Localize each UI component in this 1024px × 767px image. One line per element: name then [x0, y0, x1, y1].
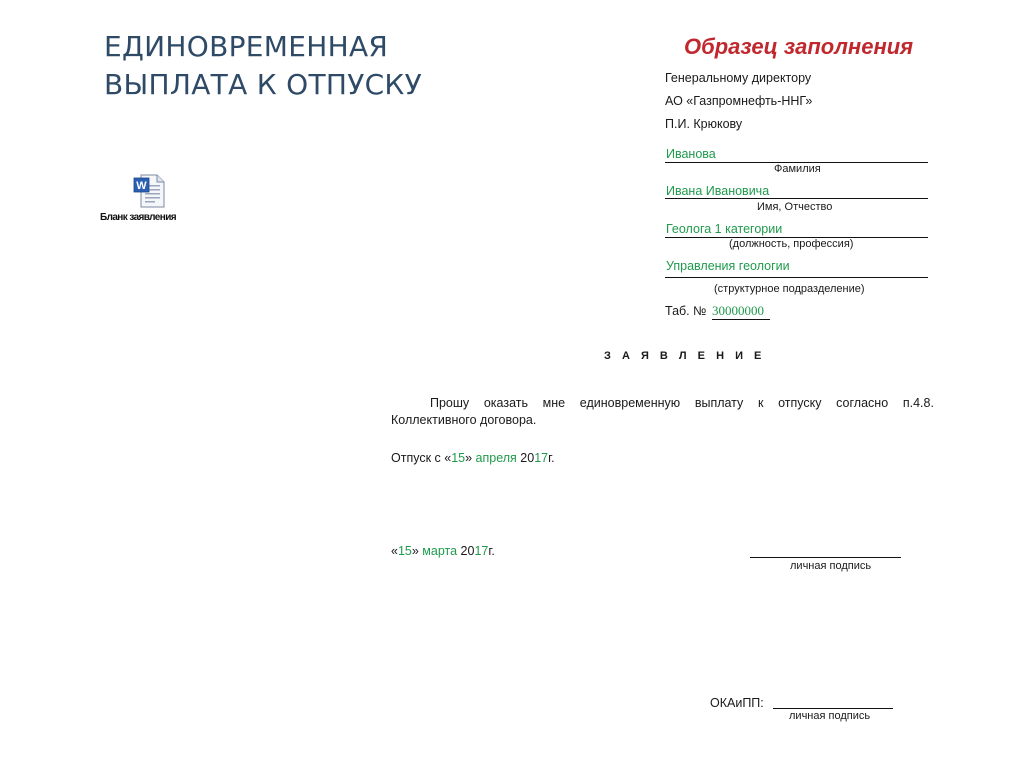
statement-body-line1 — [430, 396, 934, 410]
okaipp-line — [773, 708, 893, 709]
slide-title-line2: ВЫПЛАТА К ОТПУСКУ — [104, 68, 422, 101]
signature-line — [750, 557, 901, 558]
date-open: « — [391, 544, 398, 558]
statement-word: единовременную — [579, 396, 681, 410]
vacation-year-prefix: 20 — [516, 451, 535, 465]
vacation-end: г. — [548, 451, 555, 465]
statement-heading: З А Я В Л Е Н И Е — [604, 350, 766, 362]
slide-title — [104, 28, 434, 104]
statement-word: отпуску — [778, 396, 822, 410]
vacation-prefix: Отпуск с « — [391, 451, 452, 465]
vacation-month: апреля — [475, 451, 517, 465]
department-line — [665, 277, 928, 278]
svg-text:W: W — [136, 180, 147, 192]
attachment-caption[interactable]: Бланк заявления — [100, 212, 176, 223]
tab-number-row — [665, 303, 770, 320]
surname-caption: Фамилия — [774, 163, 821, 175]
name-line — [665, 198, 928, 199]
sample-label: Образец заполнения — [684, 34, 914, 59]
department-value: Управления геологии — [666, 259, 790, 273]
okaipp-caption: личная подпись — [789, 710, 871, 722]
application-date — [391, 544, 495, 558]
okaipp-label: ОКАиПП: — [710, 696, 764, 710]
name-value: Ивана Ивановича — [666, 184, 770, 198]
statement-word: п.4.8. — [902, 396, 934, 410]
date-year-suffix: 17 — [474, 544, 489, 558]
statement-word: выплату — [694, 396, 744, 410]
signature-caption: личная подпись — [790, 560, 872, 572]
statement-word: мне — [542, 396, 566, 410]
date-year-prefix: 20 — [457, 544, 475, 558]
word-document-icon[interactable] — [132, 173, 168, 209]
position-caption: (должность, профессия) — [729, 238, 854, 250]
department-caption: (структурное подразделение) — [714, 283, 865, 295]
addressee-line1: Генеральному директору — [665, 71, 812, 85]
vacation-day: 15 — [451, 451, 466, 465]
statement-word: оказать — [483, 396, 528, 410]
statement-word: к — [757, 396, 764, 410]
vacation-mid: » — [465, 451, 476, 465]
tab-number-value: 30000000 — [712, 303, 770, 320]
date-month: марта — [422, 544, 458, 558]
statement-word: Прошу — [430, 396, 470, 410]
addressee-line2: АО «Газпромнефть-ННГ» — [665, 94, 813, 108]
slide-title-line1: ЕДИНОВРЕМЕННАЯ — [104, 30, 389, 63]
date-end: г. — [488, 544, 495, 558]
date-mid: » — [411, 544, 423, 558]
vacation-date — [391, 451, 555, 465]
addressee-line3: П.И. Крюкову — [665, 117, 743, 131]
vacation-year-suffix: 17 — [534, 451, 549, 465]
position-value: Геолога 1 категории — [666, 222, 783, 236]
date-day: 15 — [397, 544, 412, 558]
statement-body-line2: Коллективного договора. — [391, 413, 537, 427]
statement-word: согласно — [836, 396, 889, 410]
surname-value: Иванова — [666, 147, 716, 161]
tab-number-label: Таб. № — [665, 304, 707, 318]
name-caption: Имя, Отчество — [757, 201, 833, 213]
